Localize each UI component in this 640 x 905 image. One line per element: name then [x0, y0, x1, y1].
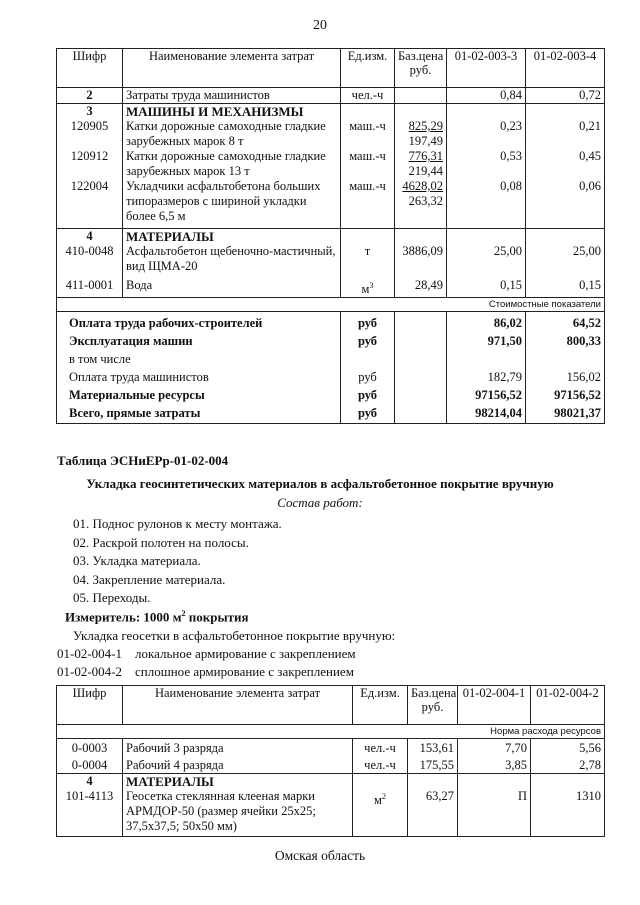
row-price: 825,29 197,49 — [395, 119, 447, 149]
row-value-a: 0,08 — [447, 179, 526, 229]
summary-row — [57, 312, 605, 332]
page-number: 20 — [313, 18, 327, 33]
summary-value-a: 97156,52 — [447, 385, 526, 403]
row-value-a: П — [458, 789, 531, 837]
summary-name: в том числе — [57, 349, 341, 367]
row-unit: чел.-ч — [353, 756, 408, 774]
row-name: МАТЕРИАЛЫ — [123, 229, 341, 245]
row-value-a: 0,23 — [447, 119, 526, 149]
row-name: Геосетка стеклянная клееная марки АРМДОР-50 (размер ячейки 25х25; 37,5х37,5; 50х50 мм) — [123, 789, 353, 837]
header-price: Баз.цена руб. — [395, 49, 447, 88]
row-value-b: 1310 — [531, 789, 605, 837]
resource-table-2 — [56, 685, 605, 837]
summary-row — [57, 349, 605, 367]
table-row — [57, 789, 605, 837]
row-name: МАТЕРИАЛЫ — [123, 774, 353, 790]
page-footer: Омская область — [274, 848, 366, 863]
table-row — [57, 739, 605, 757]
row-value-b: 5,56 — [531, 739, 605, 757]
composition-label: Состав работ: — [277, 495, 363, 510]
table-header — [57, 49, 605, 88]
row-unit: чел.-ч — [353, 739, 408, 757]
summary-name: Оплата труда рабочих-строителей — [57, 312, 341, 332]
table-row — [57, 149, 605, 179]
table-row — [57, 88, 605, 104]
header-name: Наименование элемента затрат — [123, 686, 353, 725]
header-unit: Ед.изм. — [341, 49, 395, 88]
row-code: 410-0048 — [57, 244, 123, 278]
norm-label-row — [57, 725, 605, 739]
table-header — [57, 686, 605, 725]
section-heading: Укладка геосинтетических материалов в асфальтобетонное покрытие вручную — [86, 476, 554, 491]
summary-name: Всего, прямые затраты — [57, 403, 341, 424]
row-value-b: 0,21 — [526, 119, 605, 149]
row-code: 0-0004 — [57, 756, 123, 774]
row-price: 153,61 — [408, 739, 458, 757]
row-unit: т — [341, 244, 395, 278]
summary-value-b: 97156,52 — [526, 385, 605, 403]
work-step: 03. Укладка материала. — [73, 553, 201, 568]
table-row — [57, 278, 605, 298]
work-step: 05. Переходы. — [73, 590, 151, 605]
table-row — [57, 179, 605, 229]
header-col-b: 01-02-003-4 — [526, 49, 605, 88]
work-step: 04. Закрепление материала. — [73, 572, 226, 587]
summary-unit: руб — [341, 331, 395, 349]
intro-text: Укладка геосетки в асфальтобетонное покрытие вручную: — [73, 628, 396, 643]
summary-value-b: 156,02 — [526, 367, 605, 385]
row-value-a: 0,84 — [447, 88, 526, 104]
summary-value-a: 98214,04 — [447, 403, 526, 424]
summary-name: Оплата труда машинистов — [57, 367, 341, 385]
row-price: 175,55 — [408, 756, 458, 774]
header-code: Шифр — [57, 686, 123, 725]
header-col-a: 01-02-003-3 — [447, 49, 526, 88]
header-name: Наименование элемента затрат — [123, 49, 341, 88]
work-step: 02. Раскрой полотен на полосы. — [73, 535, 249, 550]
row-value-b: 2,78 — [531, 756, 605, 774]
row-value-a: 0,15 — [447, 278, 526, 298]
summary-name: Эксплуатация машин — [57, 331, 341, 349]
summary-row — [57, 367, 605, 385]
row-name: Рабочий 4 разряда — [123, 756, 353, 774]
summary-name: Материальные ресурсы — [57, 385, 341, 403]
header-col-b: 01-02-004-2 — [531, 686, 605, 725]
summary-value-a: 971,50 — [447, 331, 526, 349]
row-code: 4 — [57, 774, 123, 790]
table-row — [57, 229, 605, 245]
header-price: Баз.цена руб. — [408, 686, 458, 725]
summary-unit: руб — [341, 385, 395, 403]
row-price — [395, 88, 447, 104]
row-value-a: 25,00 — [447, 244, 526, 278]
row-value-a: 0,53 — [447, 149, 526, 179]
row-value-b: 0,06 — [526, 179, 605, 229]
row-name: Затраты труда машинистов — [123, 88, 341, 104]
norm-label: Норма расхода ресурсов — [57, 725, 605, 739]
row-unit: маш.-ч — [341, 179, 395, 229]
row-unit: маш.-ч — [341, 119, 395, 149]
summary-row — [57, 385, 605, 403]
row-value-b: 0,15 — [526, 278, 605, 298]
row-name: Рабочий 3 разряда — [123, 739, 353, 757]
cost-label-row — [57, 298, 605, 312]
summary-value-b: 64,52 — [526, 312, 605, 332]
row-code: 101-4113 — [57, 789, 123, 837]
row-unit: $м^2$ — [353, 789, 408, 837]
cost-label: Стоимостные показатели — [57, 298, 605, 312]
row-price: 28,49 — [395, 278, 447, 298]
row-price: 776,31 219,44 — [395, 149, 447, 179]
row-unit: $м^3$ — [341, 278, 395, 298]
row-name: Вода — [123, 278, 341, 298]
header-unit: Ед.изм. — [353, 686, 408, 725]
table-row — [57, 244, 605, 278]
row-value-b: 25,00 — [526, 244, 605, 278]
summary-value-a: 182,79 — [447, 367, 526, 385]
row-code: 120905 — [57, 119, 123, 149]
table-row — [57, 756, 605, 774]
row-code: 2 — [57, 88, 123, 104]
summary-value-b: 98021,37 — [526, 403, 605, 424]
row-price: 4628,02 263,32 — [395, 179, 447, 229]
row-code: 120912 — [57, 149, 123, 179]
resource-table-1 — [56, 48, 605, 424]
row-code: 0-0003 — [57, 739, 123, 757]
header-col-a: 01-02-004-1 — [458, 686, 531, 725]
row-code: 4 — [57, 229, 123, 245]
row-value-a: 3,85 — [458, 756, 531, 774]
table-row — [57, 119, 605, 149]
variant-line: 01-02-004-2 сплошное армирование с закреплением — [57, 664, 354, 679]
row-name: Катки дорожные самоходные гладкие зарубежных марок 13 т — [123, 149, 341, 179]
summary-unit: руб — [341, 367, 395, 385]
row-unit: чел.-ч — [341, 88, 395, 104]
row-code: 411-0001 — [57, 278, 123, 298]
row-code: 122004 — [57, 179, 123, 229]
summary-value-a: 86,02 — [447, 312, 526, 332]
summary-unit: руб — [341, 403, 395, 424]
row-name: Катки дорожные самоходные гладкие зарубежных марок 8 т — [123, 119, 341, 149]
row-value-b: 0,45 — [526, 149, 605, 179]
summary-value-b: 800,33 — [526, 331, 605, 349]
row-unit: маш.-ч — [341, 149, 395, 179]
variant-line: 01-02-004-1 локальное армирование с закреплением — [57, 646, 356, 661]
row-name: МАШИНЫ И МЕХАНИЗМЫ — [123, 104, 341, 120]
row-value-a: 7,70 — [458, 739, 531, 757]
row-name: Укладчики асфальтобетона больших типоразмеров с шириной укладки более 6,5 м — [123, 179, 341, 229]
row-price: 63,27 — [408, 789, 458, 837]
summary-row — [57, 331, 605, 349]
header-code: Шифр — [57, 49, 123, 88]
table-row — [57, 104, 605, 120]
measure-unit: Измеритель: 1000 $м^2$ покрытия — [65, 609, 249, 625]
row-value-b: 0,72 — [526, 88, 605, 104]
summary-row — [57, 403, 605, 424]
row-price: 3886,09 — [395, 244, 447, 278]
work-step: 01. Поднос рулонов к месту монтажа. — [73, 516, 282, 531]
row-name: Асфальтобетон щебеночно-мастичный, вид ЩМА-20 — [123, 244, 341, 278]
table-title: Таблица ЭСНиЕРр-01-02-004 — [57, 453, 229, 468]
table-row — [57, 774, 605, 790]
summary-unit: руб — [341, 312, 395, 332]
row-code: 3 — [57, 104, 123, 120]
